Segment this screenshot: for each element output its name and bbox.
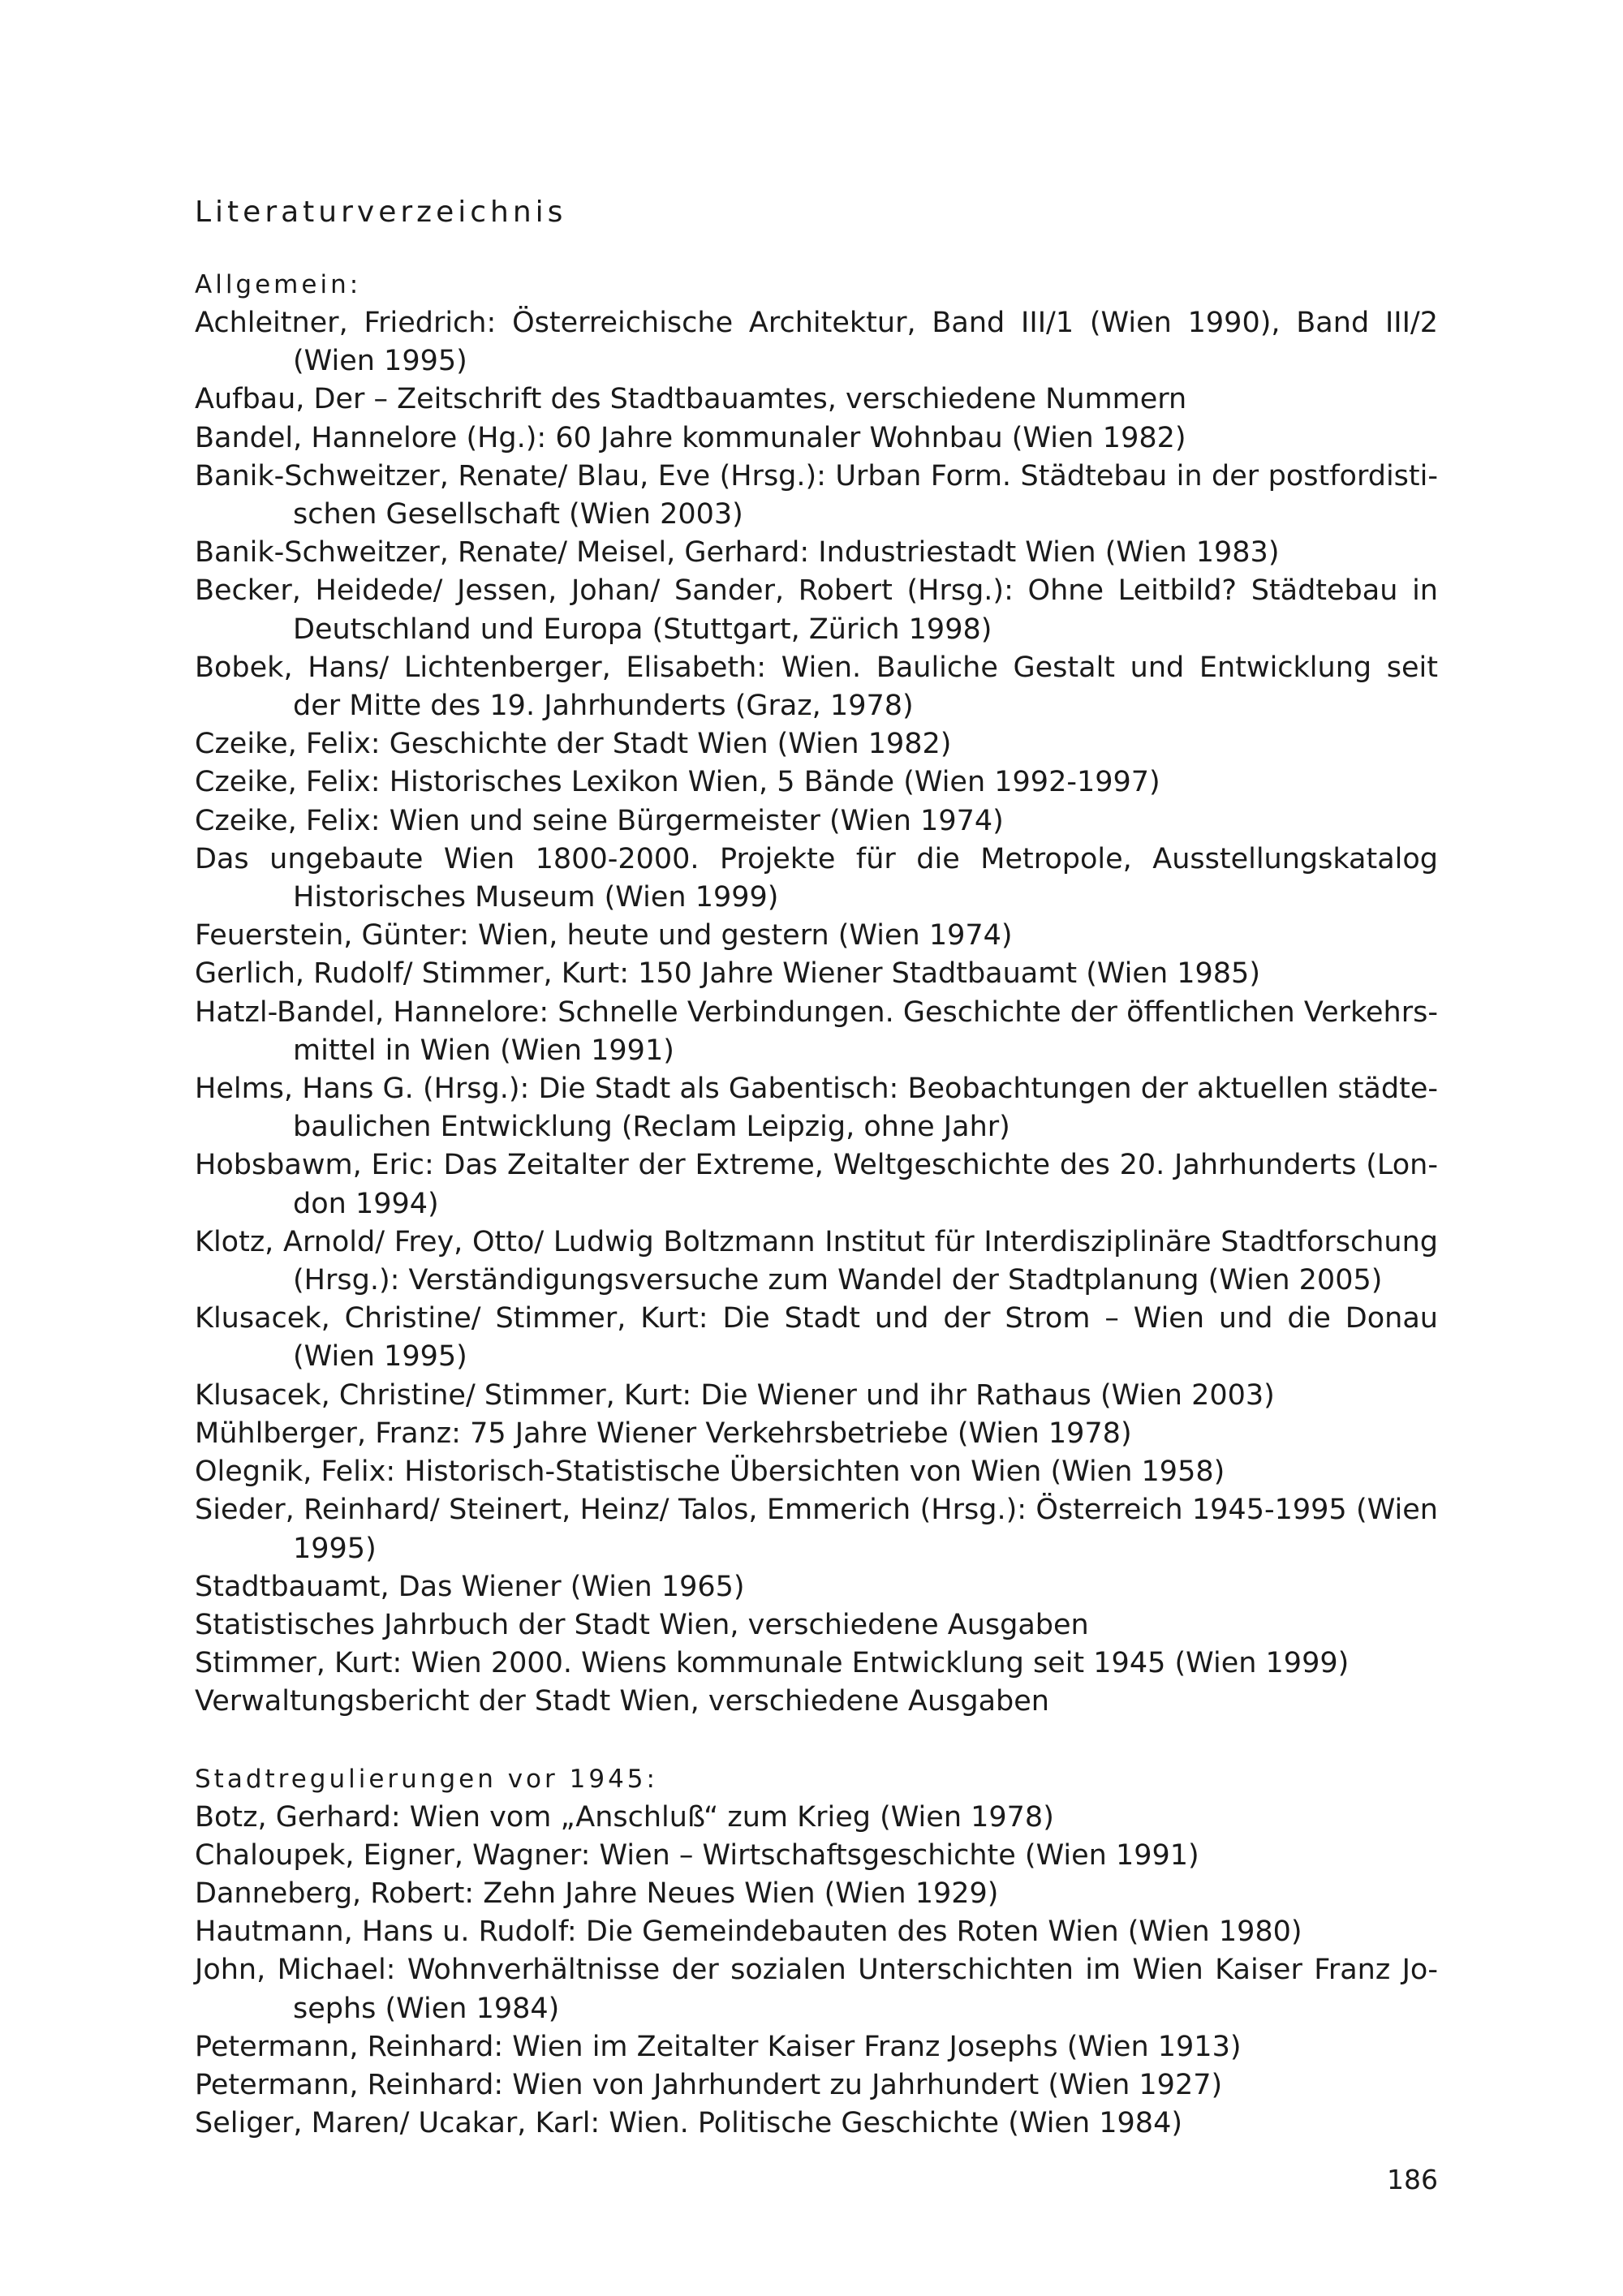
bibliography-list — [195, 304, 1438, 1722]
bibliography-entry: Das ungebaute Wien 1800-2000. Projekte für die Metropole, Ausstellungskatalog Historisches Museum (Wien 1999) — [195, 842, 1438, 914]
bibliography-entry: Aufbau, Der – Zeitschrift des Stadtbauamtes, verschiedene Nummern — [195, 383, 1187, 416]
bibliography-entry: Achleitner, Friedrich: Österreichische Architektur, Band III/1 (Wien 1990), Band III/2 (Wien 1995) — [195, 307, 1438, 378]
bibliography-entry: Banik-Schweitzer, Renate/ Meisel, Gerhard: Industriestadt Wien (Wien 1983) — [195, 536, 1280, 570]
bibliography-list — [195, 1799, 1438, 2143]
bibliography-entry: Danneberg, Robert: Zehn Jahre Neues Wien (Wien 1929) — [195, 1877, 999, 1910]
bibliography-entry: Klotz, Arnold/ Frey, Otto/ Ludwig Boltzmann Institut für Interdisziplinäre Stadtforschung (Hrsg.): Verständigungsversuche zum Wandel der Stadtplanung (Wien 2005) — [195, 1225, 1438, 1297]
bibliography-entry: Czeike, Felix: Historisches Lexikon Wien, 5 Bände (Wien 1992-1997) — [195, 766, 1160, 799]
bibliography-entry: Sieder, Reinhard/ Steinert, Heinz/ Talos, Emmerich (Hrsg.): Österreich 1945-1995 (Wien 1995) — [195, 1494, 1438, 1565]
bibliography-entry: Feuerstein, Günter: Wien, heute und gestern (Wien 1974) — [195, 919, 1013, 952]
bibliography-entry: Seliger, Maren/ Ucakar, Karl: Wien. Politische Geschichte (Wien 1984) — [195, 2107, 1183, 2140]
bibliography-entry: Stimmer, Kurt: Wien 2000. Wiens kommunale Entwicklung seit 1945 (Wien 1999) — [195, 1647, 1350, 1680]
bibliography-entry: Hatzl-Bandel, Hannelore: Schnelle Verbindungen. Geschichte der öffentlichen Verkehrsmittel in Wien (Wien 1991) — [195, 995, 1438, 1067]
bibliography-entry: Becker, Heidede/ Jessen, Johan/ Sander, Robert (Hrsg.): Ohne Leitbild? Städtebau in Deutschland und Europa (Stuttgart, Zürich 1998) — [195, 574, 1438, 646]
section-gap — [195, 1722, 1438, 1761]
bibliography-entry: Bobek, Hans/ Lichtenberger, Elisabeth: Wien. Bauliche Gestalt und Entwicklung seit der Mitte des 19. Jahrhunderts (Graz, 1978) — [195, 651, 1438, 723]
bibliography-entry: Verwaltungsbericht der Stadt Wien, verschiedene Ausgaben — [195, 1685, 1049, 1718]
bibliography-entry: Botz, Gerhard: Wien vom „Anschluß“ zum Krieg (Wien 1978) — [195, 1800, 1054, 1834]
bibliography-entry: Czeike, Felix: Geschichte der Stadt Wien (Wien 1982) — [195, 728, 952, 761]
bibliography-entry: Olegnik, Felix: Historisch-Statistische Übersichten von Wien (Wien 1958) — [195, 1455, 1225, 1489]
section-heading: Allgemein: — [195, 270, 362, 299]
bibliography-entry: Statistisches Jahrbuch der Stadt Wien, verschiedene Ausgaben — [195, 1608, 1089, 1641]
bibliography-entry: Gerlich, Rudolf/ Stimmer, Kurt: 150 Jahre Wiener Stadtbauamt (Wien 1985) — [195, 957, 1260, 991]
bibliography-entry: Hautmann, Hans u. Rudolf: Die Gemeindebauten des Roten Wien (Wien 1980) — [195, 1915, 1302, 1949]
page-number: 186 — [1387, 2164, 1438, 2195]
bibliography-entry: Banik-Schweitzer, Renate/ Blau, Eve (Hrsg.): Urban Form. Städtebau in der postfordistischen Gesellschaft (Wien 2003) — [195, 459, 1438, 531]
bibliography-entry: Bandel, Hannelore (Hg.): 60 Jahre kommunaler Wohnbau (Wien 1982) — [195, 421, 1186, 454]
section-general — [195, 266, 1438, 1722]
bibliography-entry: Chaloupek, Eigner, Wagner: Wien – Wirtschaftsgeschichte (Wien 1991) — [195, 1838, 1199, 1872]
bibliography-entry: Mühlberger, Franz: 75 Jahre Wiener Verkehrsbetriebe (Wien 1978) — [195, 1417, 1132, 1450]
bibliography-entry: John, Michael: Wohnverhältnisse der sozialen Unterschichten im Wien Kaiser Franz Josephs (Wien 1984) — [195, 1954, 1438, 2025]
bibliography-entry: Helms, Hans G. (Hrsg.): Die Stadt als Gabentisch: Beobachtungen der aktuellen städtebaulichen Entwicklung (Reclam Leipzig, ohne Jahr) — [195, 1073, 1438, 1144]
bibliography-entry: Petermann, Reinhard: Wien im Zeitalter Kaiser Franz Josephs (Wien 1913) — [195, 2030, 1242, 2063]
bibliography-entry: Klusacek, Christine/ Stimmer, Kurt: Die Stadt und der Strom – Wien und die Donau (Wien 1995) — [195, 1302, 1438, 1374]
document-page — [195, 193, 1438, 2143]
bibliography-entry: Hobsbawm, Eric: Das Zeitalter der Extreme, Weltgeschichte des 20. Jahrhunderts (London 1994) — [195, 1149, 1438, 1220]
section-heading: Stadtregulierungen vor 1945: — [195, 1764, 658, 1794]
bibliography-entry: Stadtbauamt, Das Wiener (Wien 1965) — [195, 1570, 745, 1603]
page-title: Literaturverzeichnis — [195, 196, 567, 229]
bibliography-entry: Petermann, Reinhard: Wien von Jahrhundert zu Jahrhundert (Wien 1927) — [195, 2068, 1223, 2101]
section-urban-regulation — [195, 1761, 1438, 2143]
bibliography-entry: Klusacek, Christine/ Stimmer, Kurt: Die Wiener und ihr Rathaus (Wien 2003) — [195, 1378, 1275, 1412]
bibliography-entry: Czeike, Felix: Wien und seine Bürgermeister (Wien 1974) — [195, 804, 1004, 837]
